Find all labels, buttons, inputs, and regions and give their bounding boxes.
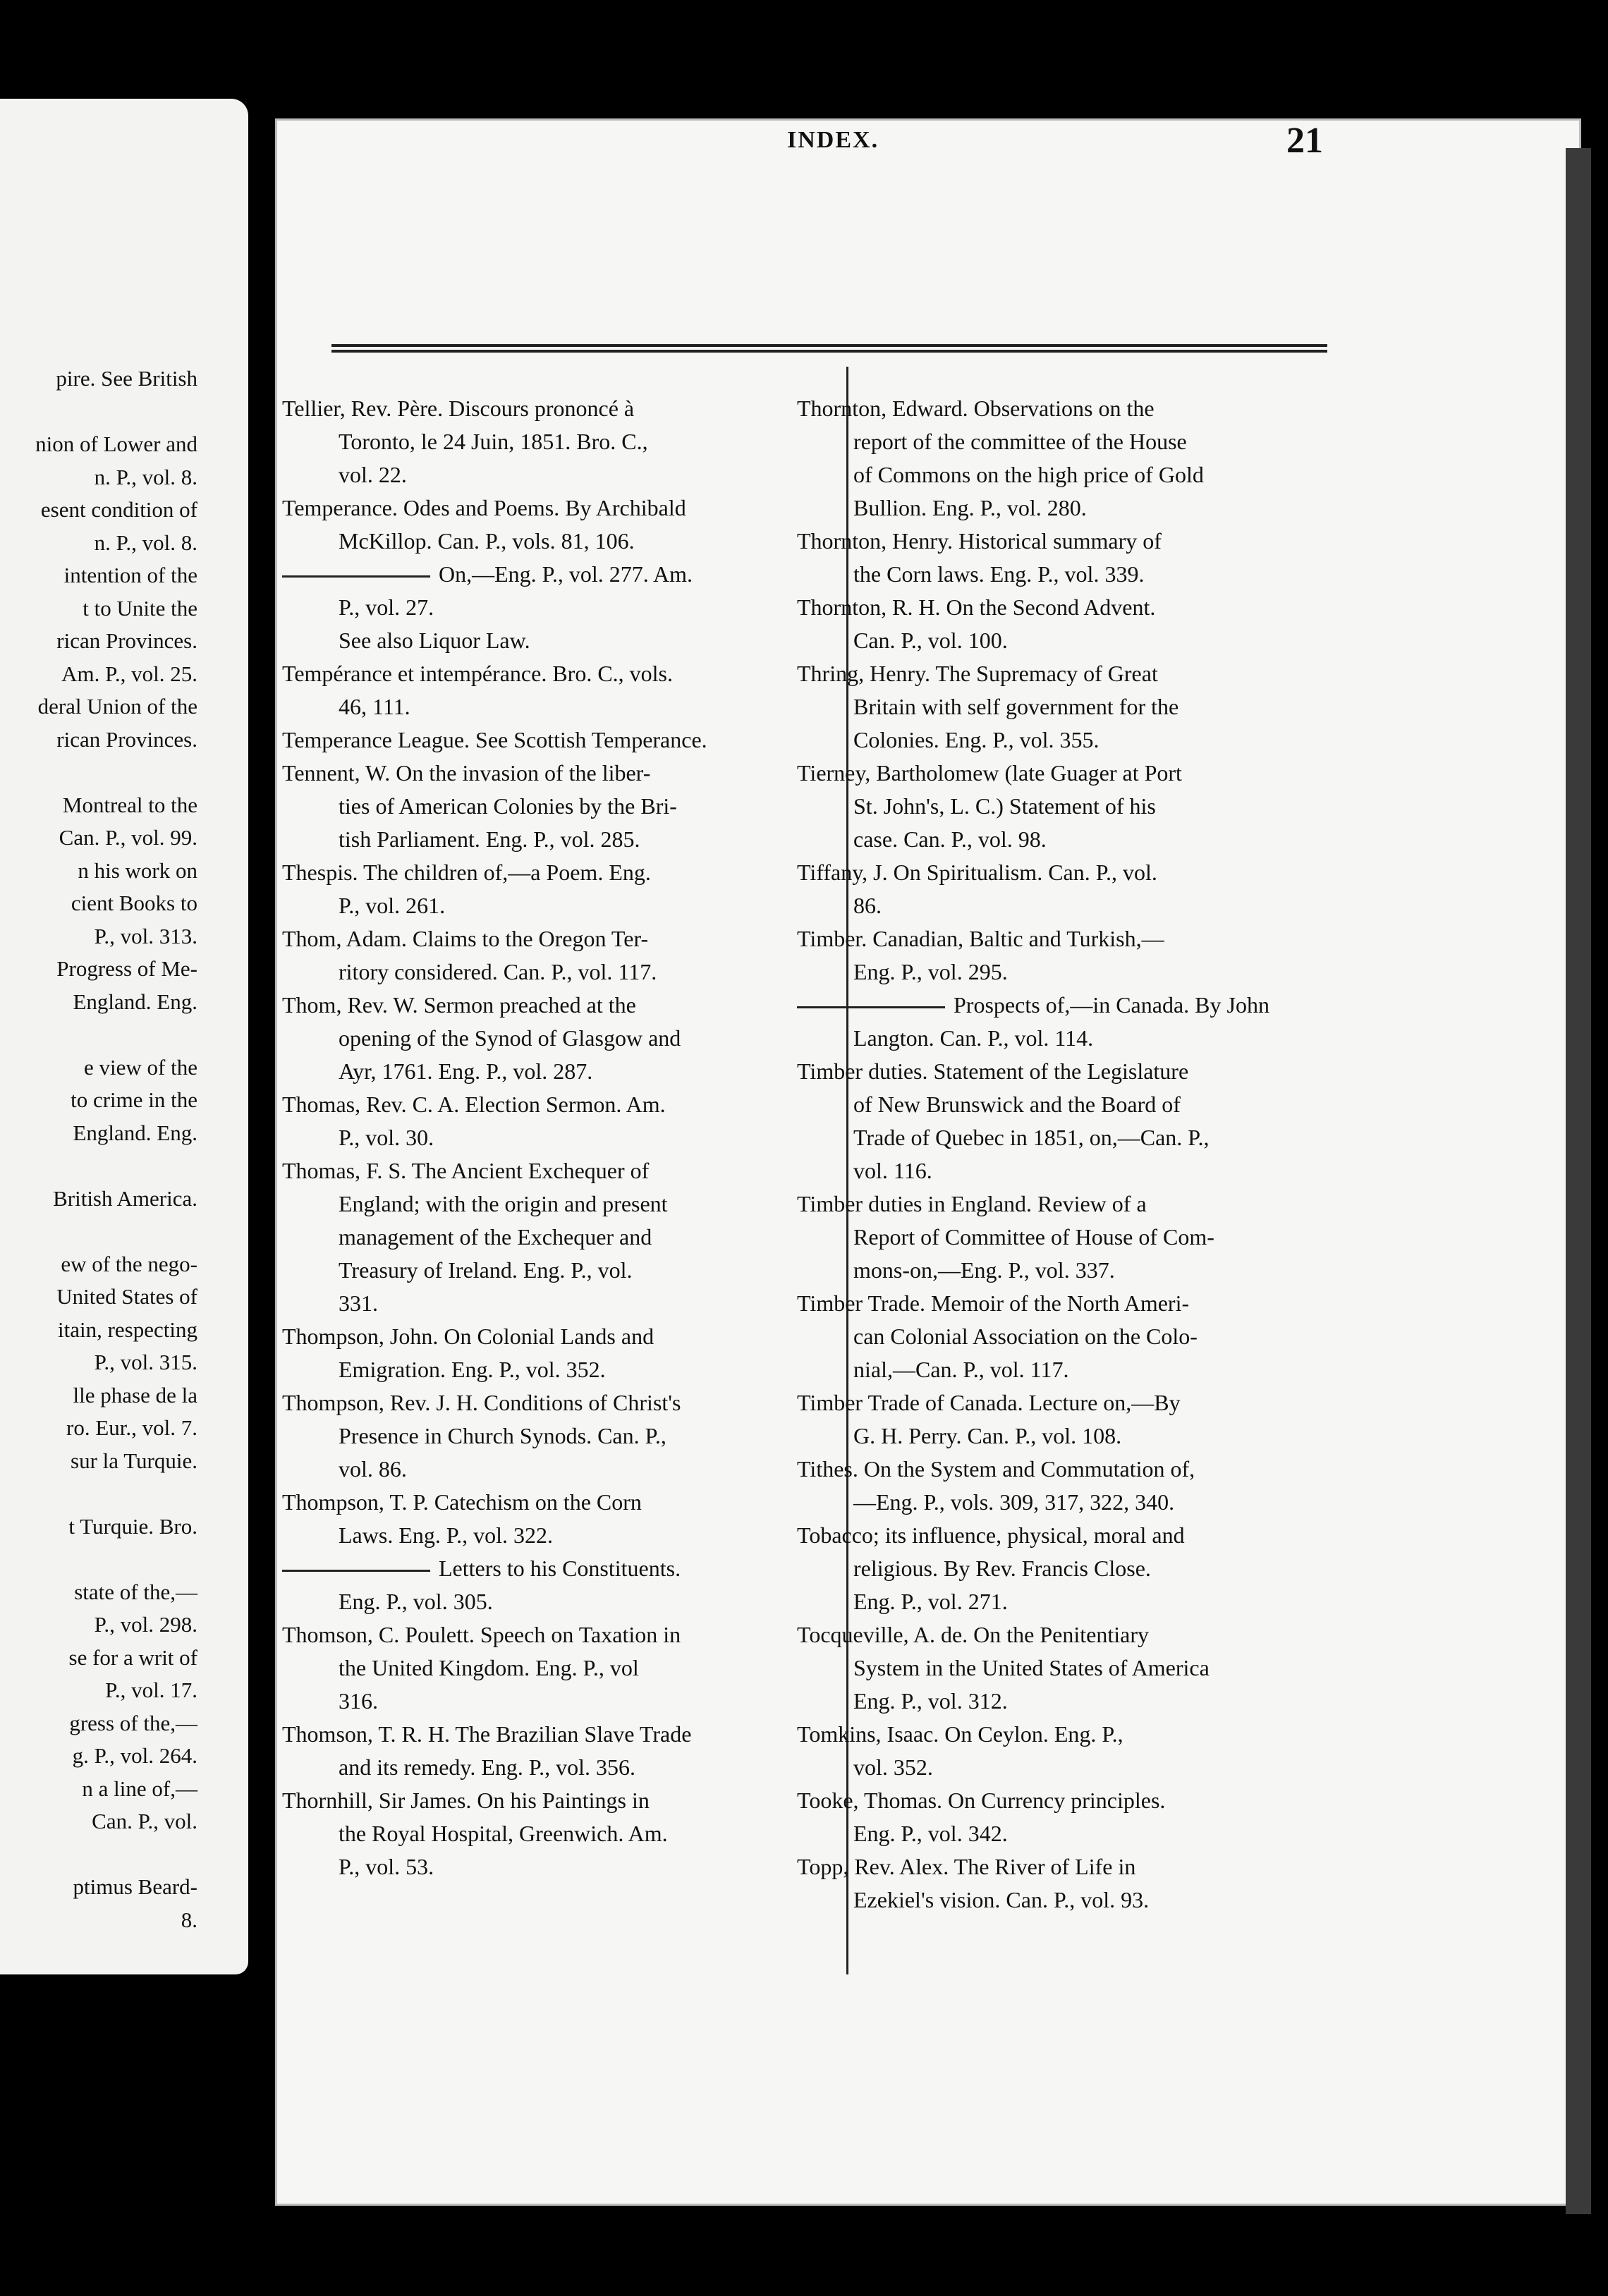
entry-line: nial,—Can. P., vol. 117. xyxy=(853,1357,1069,1382)
facing-page-line: t to Unite the xyxy=(83,595,197,621)
entry-line: Thornhill, Sir James. On his Paintings in xyxy=(282,1788,650,1813)
facing-page-line: P., vol. 315. xyxy=(94,1350,197,1374)
ditto-dash xyxy=(797,1006,945,1008)
facing-page-line: g. P., vol. 264. xyxy=(72,1743,197,1768)
facing-page-line: gress of the,— xyxy=(69,1710,197,1735)
entry-line: —Eng. P., vols. 309, 317, 322, 340. xyxy=(853,1489,1175,1515)
index-entry xyxy=(797,392,1354,525)
entry-line: Eng. P., vol. 312. xyxy=(853,1688,1008,1714)
facing-page-line: pire. See British xyxy=(56,366,197,391)
facing-page-line: rican Provinces. xyxy=(56,628,197,653)
index-entry xyxy=(282,558,839,657)
entry-line: 331. xyxy=(339,1290,378,1316)
index-entry xyxy=(797,1618,1354,1718)
facing-page-line: ro. Eur., vol. 7. xyxy=(66,1415,197,1440)
entry-line: Thom, Rev. W. Sermon preached at the xyxy=(282,992,636,1018)
entry-line: P., vol. 53. xyxy=(339,1854,434,1879)
facing-page-line: England. Eng. xyxy=(73,989,197,1014)
facing-page-line: cient Books to xyxy=(71,891,197,915)
facing-page-line: Montreal to the xyxy=(62,792,197,817)
entry-line: Thompson, Rev. J. H. Conditions of Christ's xyxy=(282,1390,681,1415)
ditto-dash xyxy=(282,575,430,578)
entry-line: Letters to his Constituents. xyxy=(282,1552,839,1585)
index-entry xyxy=(797,1187,1354,1287)
facing-page xyxy=(0,99,248,1974)
index-entry xyxy=(282,491,839,558)
facing-page-line: n a line of,— xyxy=(82,1776,197,1801)
entry-line: Temperance League. See Scottish Temperance. xyxy=(282,727,707,752)
entry-line: the United Kingdom. Eng. P., vol xyxy=(339,1655,639,1680)
entry-line: Tomkins, Isaac. On Ceylon. Eng. P., xyxy=(797,1721,1123,1747)
index-entry xyxy=(282,1718,839,1784)
facing-page-line: Can. P., vol. xyxy=(92,1809,197,1833)
index-column-right xyxy=(797,392,1354,1917)
entry-line: Thornton, Henry. Historical summary of xyxy=(797,528,1162,554)
facing-page-line: e view of the xyxy=(84,1054,197,1080)
entry-line: Tennent, W. On the invasion of the liber- xyxy=(282,760,651,786)
page-number: 21 xyxy=(1286,121,1323,161)
entry-line: Tobacco; its influence, physical, moral and xyxy=(797,1522,1185,1548)
entry-line: Britain with self government for the xyxy=(853,694,1179,719)
entry-line: P., vol. 27. xyxy=(339,594,434,620)
index-entry xyxy=(282,1386,839,1486)
index-entry xyxy=(797,922,1354,989)
entry-line: Treasury of Ireland. Eng. P., vol. xyxy=(339,1257,633,1283)
entry-line: Bullion. Eng. P., vol. 280. xyxy=(853,495,1087,520)
entry-line: England; with the origin and present xyxy=(339,1191,668,1216)
entry-line: ritory considered. Can. P., vol. 117. xyxy=(339,959,657,984)
facing-page-line: rican Provinces. xyxy=(56,726,197,752)
index-entry xyxy=(797,757,1354,856)
entry-line: Langton. Can. P., vol. 114. xyxy=(853,1025,1094,1051)
entry-line: Timber duties in England. Review of a xyxy=(797,1191,1147,1216)
entry-line: vol. 352. xyxy=(853,1754,933,1780)
facing-page-line: ptimus Beard- xyxy=(73,1874,197,1899)
facing-page-line: state of the,— xyxy=(74,1579,197,1604)
entry-line: Ayr, 1761. Eng. P., vol. 287. xyxy=(339,1058,593,1084)
facing-page-line: P., vol. 298. xyxy=(94,1612,197,1637)
facing-page-line: deral Union of the xyxy=(37,694,197,719)
facing-page-line: t Turquie. Bro. xyxy=(68,1513,197,1539)
entry-line: vol. 86. xyxy=(339,1456,407,1482)
entry-line: Laws. Eng. P., vol. 322. xyxy=(339,1522,553,1548)
facing-page-line: n. P., vol. 8. xyxy=(94,464,197,489)
entry-line: the Royal Hospital, Greenwich. Am. xyxy=(339,1821,668,1846)
entry-line: report of the committee of the House xyxy=(853,429,1187,454)
entry-line: Timber duties. Statement of the Legislature xyxy=(797,1058,1189,1084)
running-head: INDEX. xyxy=(787,127,879,153)
entry-line: Tithes. On the System and Commutation of, xyxy=(797,1456,1195,1482)
facing-page-line: Progress of Me- xyxy=(56,956,197,981)
entry-line: opening of the Synod of Glasgow and xyxy=(339,1025,681,1051)
entry-line: Timber. Canadian, Baltic and Turkish,— xyxy=(797,926,1164,951)
entry-line: System in the United States of America xyxy=(853,1655,1210,1680)
index-entry xyxy=(282,1552,839,1618)
index-entry xyxy=(282,1154,839,1320)
entry-line: tish Parliament. Eng. P., vol. 285. xyxy=(339,826,640,852)
facing-page-line: ew of the nego- xyxy=(61,1251,197,1276)
facing-page-line: England. Eng. xyxy=(73,1120,197,1145)
entry-line: Ezekiel's vision. Can. P., vol. 93. xyxy=(853,1887,1150,1912)
index-entry xyxy=(282,657,839,723)
entry-line: Timber Trade. Memoir of the North Ameri- xyxy=(797,1290,1190,1316)
index-entry xyxy=(797,1718,1354,1784)
index-entry xyxy=(797,1784,1354,1850)
index-entry xyxy=(797,525,1354,591)
entry-line: Tiffany, J. On Spiritualism. Can. P., vol. xyxy=(797,860,1157,885)
entry-line: and its remedy. Eng. P., vol. 356. xyxy=(339,1754,635,1780)
index-entry xyxy=(282,723,839,757)
index-entry xyxy=(282,922,839,989)
entry-line: the Corn laws. Eng. P., vol. 339. xyxy=(853,561,1145,587)
entry-line: of Commons on the high price of Gold xyxy=(853,462,1204,487)
entry-line: Eng. P., vol. 271. xyxy=(853,1589,1008,1614)
facing-page-line: n. P., vol. 8. xyxy=(94,530,197,555)
entry-line: Presence in Church Synods. Can. P., xyxy=(339,1423,666,1448)
entry-line: Thompson, T. P. Catechism on the Corn xyxy=(282,1489,642,1515)
index-entry xyxy=(282,856,839,922)
entry-line: Eng. P., vol. 295. xyxy=(853,959,1008,984)
entry-line: vol. 116. xyxy=(853,1158,932,1183)
index-entry xyxy=(797,1386,1354,1453)
entry-line: Thom, Adam. Claims to the Oregon Ter- xyxy=(282,926,649,951)
entry-line: P., vol. 30. xyxy=(339,1125,434,1150)
entry-line: Can. P., vol. 100. xyxy=(853,628,1008,653)
entry-line: Tierney, Bartholomew (late Guager at Port xyxy=(797,760,1182,786)
entry-line: Report of Committee of House of Com- xyxy=(853,1224,1214,1250)
entry-line: G. H. Perry. Can. P., vol. 108. xyxy=(853,1423,1122,1448)
entry-line: 86. xyxy=(853,893,882,918)
entry-line: religious. By Rev. Francis Close. xyxy=(853,1556,1151,1581)
index-entry xyxy=(282,1784,839,1883)
facing-page-line: esent condition of xyxy=(40,497,197,522)
entry-line: See also Liquor Law. xyxy=(339,628,530,653)
entry-line: vol. 22. xyxy=(339,462,407,487)
facing-page-line: intention of the xyxy=(63,563,197,587)
index-entry xyxy=(282,1320,839,1386)
index-entry xyxy=(282,1618,839,1718)
entry-line: Thornton, R. H. On the Second Advent. xyxy=(797,594,1156,620)
facing-page-line: lle phase de la xyxy=(73,1382,197,1407)
index-entry xyxy=(282,1486,839,1552)
index-entry xyxy=(797,856,1354,922)
index-entry xyxy=(797,1850,1354,1917)
index-entry xyxy=(282,989,839,1088)
facing-page-line: 8. xyxy=(181,1907,197,1932)
entry-line: Trade of Quebec in 1851, on,—Can. P., xyxy=(853,1125,1210,1150)
entry-line: Eng. P., vol. 342. xyxy=(853,1821,1008,1846)
index-entry xyxy=(797,989,1354,1055)
entry-line: 46, 111. xyxy=(339,694,410,719)
entry-line: Tellier, Rev. Père. Discours prononcé à xyxy=(282,396,635,421)
entry-line: St. John's, L. C.) Statement of his xyxy=(853,793,1156,819)
entry-line: of New Brunswick and the Board of xyxy=(853,1092,1181,1117)
entry-line: ties of American Colonies by the Bri- xyxy=(339,793,677,819)
index-entry xyxy=(797,657,1354,757)
index-entry xyxy=(797,1519,1354,1618)
facing-page-line: se for a writ of xyxy=(68,1644,197,1670)
entry-line: Thompson, John. On Colonial Lands and xyxy=(282,1324,654,1349)
header-rule xyxy=(331,344,1327,355)
facing-page-line: P., vol. 313. xyxy=(94,923,197,948)
entry-line: management of the Exchequer and xyxy=(339,1224,652,1250)
facing-page-line: itain, respecting xyxy=(58,1317,197,1342)
facing-page-line: P., vol. 17. xyxy=(105,1678,197,1702)
facing-page-line: n his work on xyxy=(78,857,197,883)
facing-page-line: Am. P., vol. 25. xyxy=(61,661,197,686)
facing-page-line: British America. xyxy=(53,1185,197,1211)
ditto-dash xyxy=(282,1570,430,1572)
page-edge xyxy=(1566,148,1591,2214)
entry-line: Tocqueville, A. de. On the Penitentiary xyxy=(797,1622,1149,1647)
entry-line: On,—Eng. P., vol. 277. Am. xyxy=(282,558,839,591)
index-entry xyxy=(797,591,1354,657)
index-column-left xyxy=(282,392,839,1883)
facing-page-line: sur la Turquie. xyxy=(71,1448,197,1473)
entry-line: Thomas, F. S. The Ancient Exchequer of xyxy=(282,1158,650,1183)
entry-line: 316. xyxy=(339,1688,378,1714)
entry-line: Tempérance et intempérance. Bro. C., vols. xyxy=(282,661,673,686)
entry-line: Thomas, Rev. C. A. Election Sermon. Am. xyxy=(282,1092,666,1117)
index-entry xyxy=(282,1088,839,1154)
facing-page-line: United States of xyxy=(56,1284,197,1309)
entry-line: Emigration. Eng. P., vol. 352. xyxy=(339,1357,606,1382)
entry-line: Thring, Henry. The Supremacy of Great xyxy=(797,661,1158,686)
entry-line: mons-on,—Eng. P., vol. 337. xyxy=(853,1257,1115,1283)
facing-page-line: nion of Lower and xyxy=(35,432,197,456)
entry-line: Thomson, T. R. H. The Brazilian Slave Trade xyxy=(282,1721,692,1747)
index-entry xyxy=(282,757,839,856)
entry-line: Prospects of,—in Canada. By John xyxy=(797,989,1354,1022)
entry-line: McKillop. Can. P., vols. 81, 106. xyxy=(339,528,635,554)
entry-line: case. Can. P., vol. 98. xyxy=(853,826,1047,852)
index-entry xyxy=(797,1287,1354,1386)
index-entry xyxy=(797,1453,1354,1519)
entry-line: Tooke, Thomas. On Currency principles. xyxy=(797,1788,1166,1813)
entry-line: Thespis. The children of,—a Poem. Eng. xyxy=(282,860,651,885)
entry-line: Eng. P., vol. 305. xyxy=(339,1589,493,1614)
facing-page-line: Can. P., vol. 99. xyxy=(59,825,197,850)
index-entry xyxy=(282,392,839,491)
entry-line: Thomson, C. Poulett. Speech on Taxation in xyxy=(282,1622,681,1647)
entry-line: Temperance. Odes and Poems. By Archibald xyxy=(282,495,686,520)
entry-line: Colonies. Eng. P., vol. 355. xyxy=(853,727,1100,752)
facing-page-line: to crime in the xyxy=(71,1087,197,1112)
entry-line: Toronto, le 24 Juin, 1851. Bro. C., xyxy=(339,429,648,454)
index-entry xyxy=(797,1055,1354,1187)
entry-line: P., vol. 261. xyxy=(339,893,446,918)
entry-line: Thornton, Edward. Observations on the xyxy=(797,396,1155,421)
entry-line: Timber Trade of Canada. Lecture on,—By xyxy=(797,1390,1181,1415)
entry-line: Topp, Rev. Alex. The River of Life in xyxy=(797,1854,1136,1879)
entry-line: can Colonial Association on the Colo- xyxy=(853,1324,1198,1349)
